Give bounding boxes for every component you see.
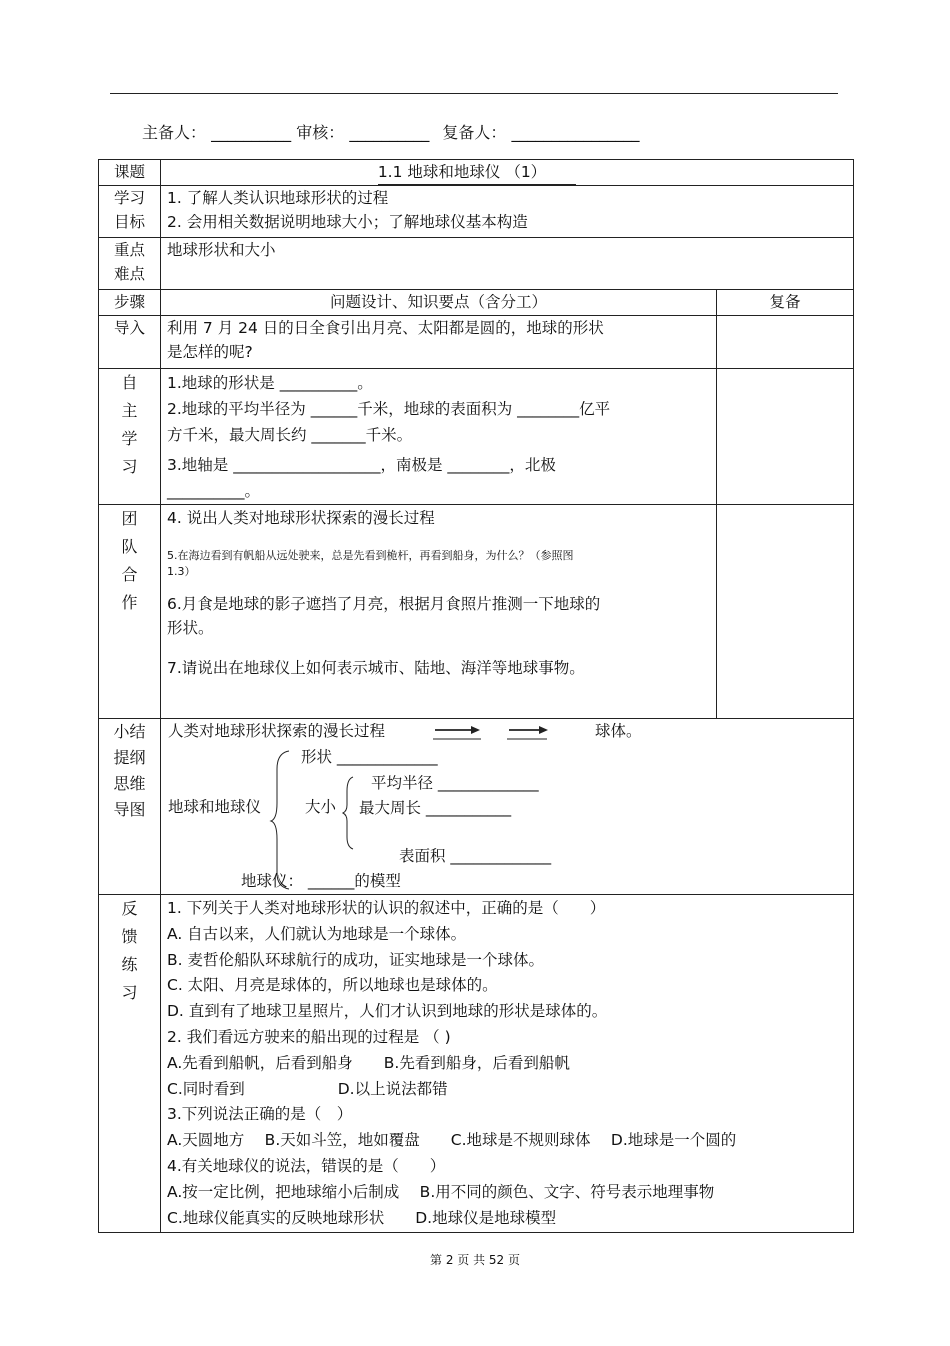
key-points-label: 重点 难点 [99,238,161,290]
question-7: 7.请说出在地球仪上如何表示城市、陆地、海洋等地球事物。 [167,659,585,677]
intro-content: 利用 7 月 24 日的日全食引出月亮、太阳都是圆的，地球的形状 是怎样的呢? [161,316,717,369]
practice-line: 4.有关地球仪的说法，错误的是（ ） [167,1156,446,1175]
self-study-label: 自 主 学 习 [99,369,161,505]
goal-item: 2. 会用相关数据说明地球大小；了解地球仪基本构造 [167,213,528,231]
co-preparer-label: 复备人： [442,123,507,142]
practice-content [161,895,854,1233]
topic-value: 1.1 地球和地球仪 （1） [161,160,854,186]
practice-line: D. 直到有了地球卫星照片，人们才认识到地球的形状是球体的。 [167,1002,608,1021]
intro-label: 导入 [99,316,161,369]
prep-header: 复备 [717,290,854,316]
mindmap-cell [161,719,854,895]
row-summary [99,719,854,895]
header-rule [110,93,838,94]
question-5: 5.在海边看到有帆船从远处驶来，总是先看到桅杆，再看到船身，为什么？（参照图 [167,549,574,562]
mindmap-exploration: 人类对地球形状探索的漫长过程 [168,722,386,740]
row-topic [99,160,854,186]
header-preparers [142,120,640,143]
row-intro [99,316,854,369]
row-column-headers [99,290,854,316]
practice-line: 2. 我们看远方驶来的船出现的过程是 （ ) [167,1027,451,1046]
practice-label: 反 馈 练 习 [99,895,161,1233]
mindmap-arrows [431,723,556,741]
row-self-study [99,369,854,505]
topic-label: 课题 [99,160,161,186]
co-preparer-blank: ________________ [511,123,640,142]
lead-preparer-blank: __________ [211,123,292,142]
self-study-prep-cell [717,369,854,505]
teamwork-label: 团 队 合 作 [99,505,161,719]
goals-label: 学习 目标 [99,186,161,238]
practice-line: A.按一定比例，把地球缩小后制成 B.用不同的颜色、文字、符号表示地理事物 [167,1182,715,1201]
practice-line: A.先看到船帆，后看到船身 B.先看到船身，后看到船帆 [167,1053,570,1072]
mindmap [161,719,853,893]
mindmap-size: 大小 [305,798,337,816]
lesson-plan-table [98,159,854,1233]
practice-line: C. 太阳、月亮是球体的，所以地球也是球体的。 [167,976,498,995]
mindmap-area: 表面积 _____________ [399,847,552,865]
page-number: 第 2 页 共 52 页 [430,1253,520,1267]
practice-line: A.天圆地方 B.天如斗笠，地如覆盘 C.地球是不规则球体 D.地球是一个圆的 [167,1131,737,1150]
goal-item: 1. 了解人类认识地球形状的过程 [167,189,389,207]
row-goals [99,186,854,238]
practice-line: A. 自古以来，人们就认为地球是一个球体。 [167,924,467,943]
reviewer-label: 审核： [296,123,345,142]
mindmap-radius: 平均半径 _____________ [371,774,539,792]
mindmap-shape: 形状 _____________ [301,748,438,766]
intro-prep-cell [717,316,854,369]
mindmap-circumference: 最大周长 ___________ [359,799,512,817]
mindmap-size-brace [341,775,357,851]
practice-line: B. 麦哲伦船队环球航行的成功，证实地球是一个球体。 [167,950,544,969]
practice-line: 3.下列说法正确的是（ ） [167,1105,353,1124]
page-footer [0,1251,950,1268]
question-4: 4. 说出人类对地球形状探索的漫长过程 [167,509,435,527]
question-6: 6.月食是地球的影子遮挡了月亮，根据月食照片推测一下地球的 [167,595,601,613]
practice-line: C.地球仪能真实的反映地球形状 D.地球仪是地球模型 [167,1208,557,1227]
practice-line: 1. 下列关于人类对地球形状的认识的叙述中，正确的是（ ） [167,899,606,917]
row-practice [99,895,854,1233]
row-key-points [99,238,854,290]
reviewer-blank: __________ [349,123,430,142]
key-points-value: 地球形状和大小 [161,238,854,290]
summary-label: 小结 提纲 思维 导图 [99,719,161,895]
mindmap-root: 地球和地球仪 [168,798,262,816]
steps-header: 步骤 [99,290,161,316]
row-teamwork [99,505,854,719]
mindmap-sphere: 球体。 [595,722,642,740]
lead-preparer-label: 主备人： [142,123,207,142]
self-study-content: 1.地球的形状是 __________。 2.地球的平均半径为 ______千米，地球的表面积为 ________亿平 方千米，最大周长约 _______千米。 3.地轴是 ___________________，南极是 ________，北极 __________。 [161,369,717,505]
goals-list [161,186,854,238]
teamwork-content: 4. 说出人类对地球形状探索的漫长过程 5.在海边看到有帆船从远处驶来，总是先看到桅杆，再看到船身，为什么？（参照图 1.3） 6.月食是地球的影子遮挡了月亮，根据月食照片推测一下地球的 形状。 7.请说出在地球仪上如何表示城市、陆地、海洋等地球事物。 [161,505,717,719]
design-header: 问题设计、知识要点（含分工） [161,290,717,316]
teamwork-prep-cell [717,505,854,719]
practice-line: C.同时看到 D.以上说法都错 [167,1079,448,1098]
mindmap-globe: 地球仪： ______的模型 [241,872,401,890]
